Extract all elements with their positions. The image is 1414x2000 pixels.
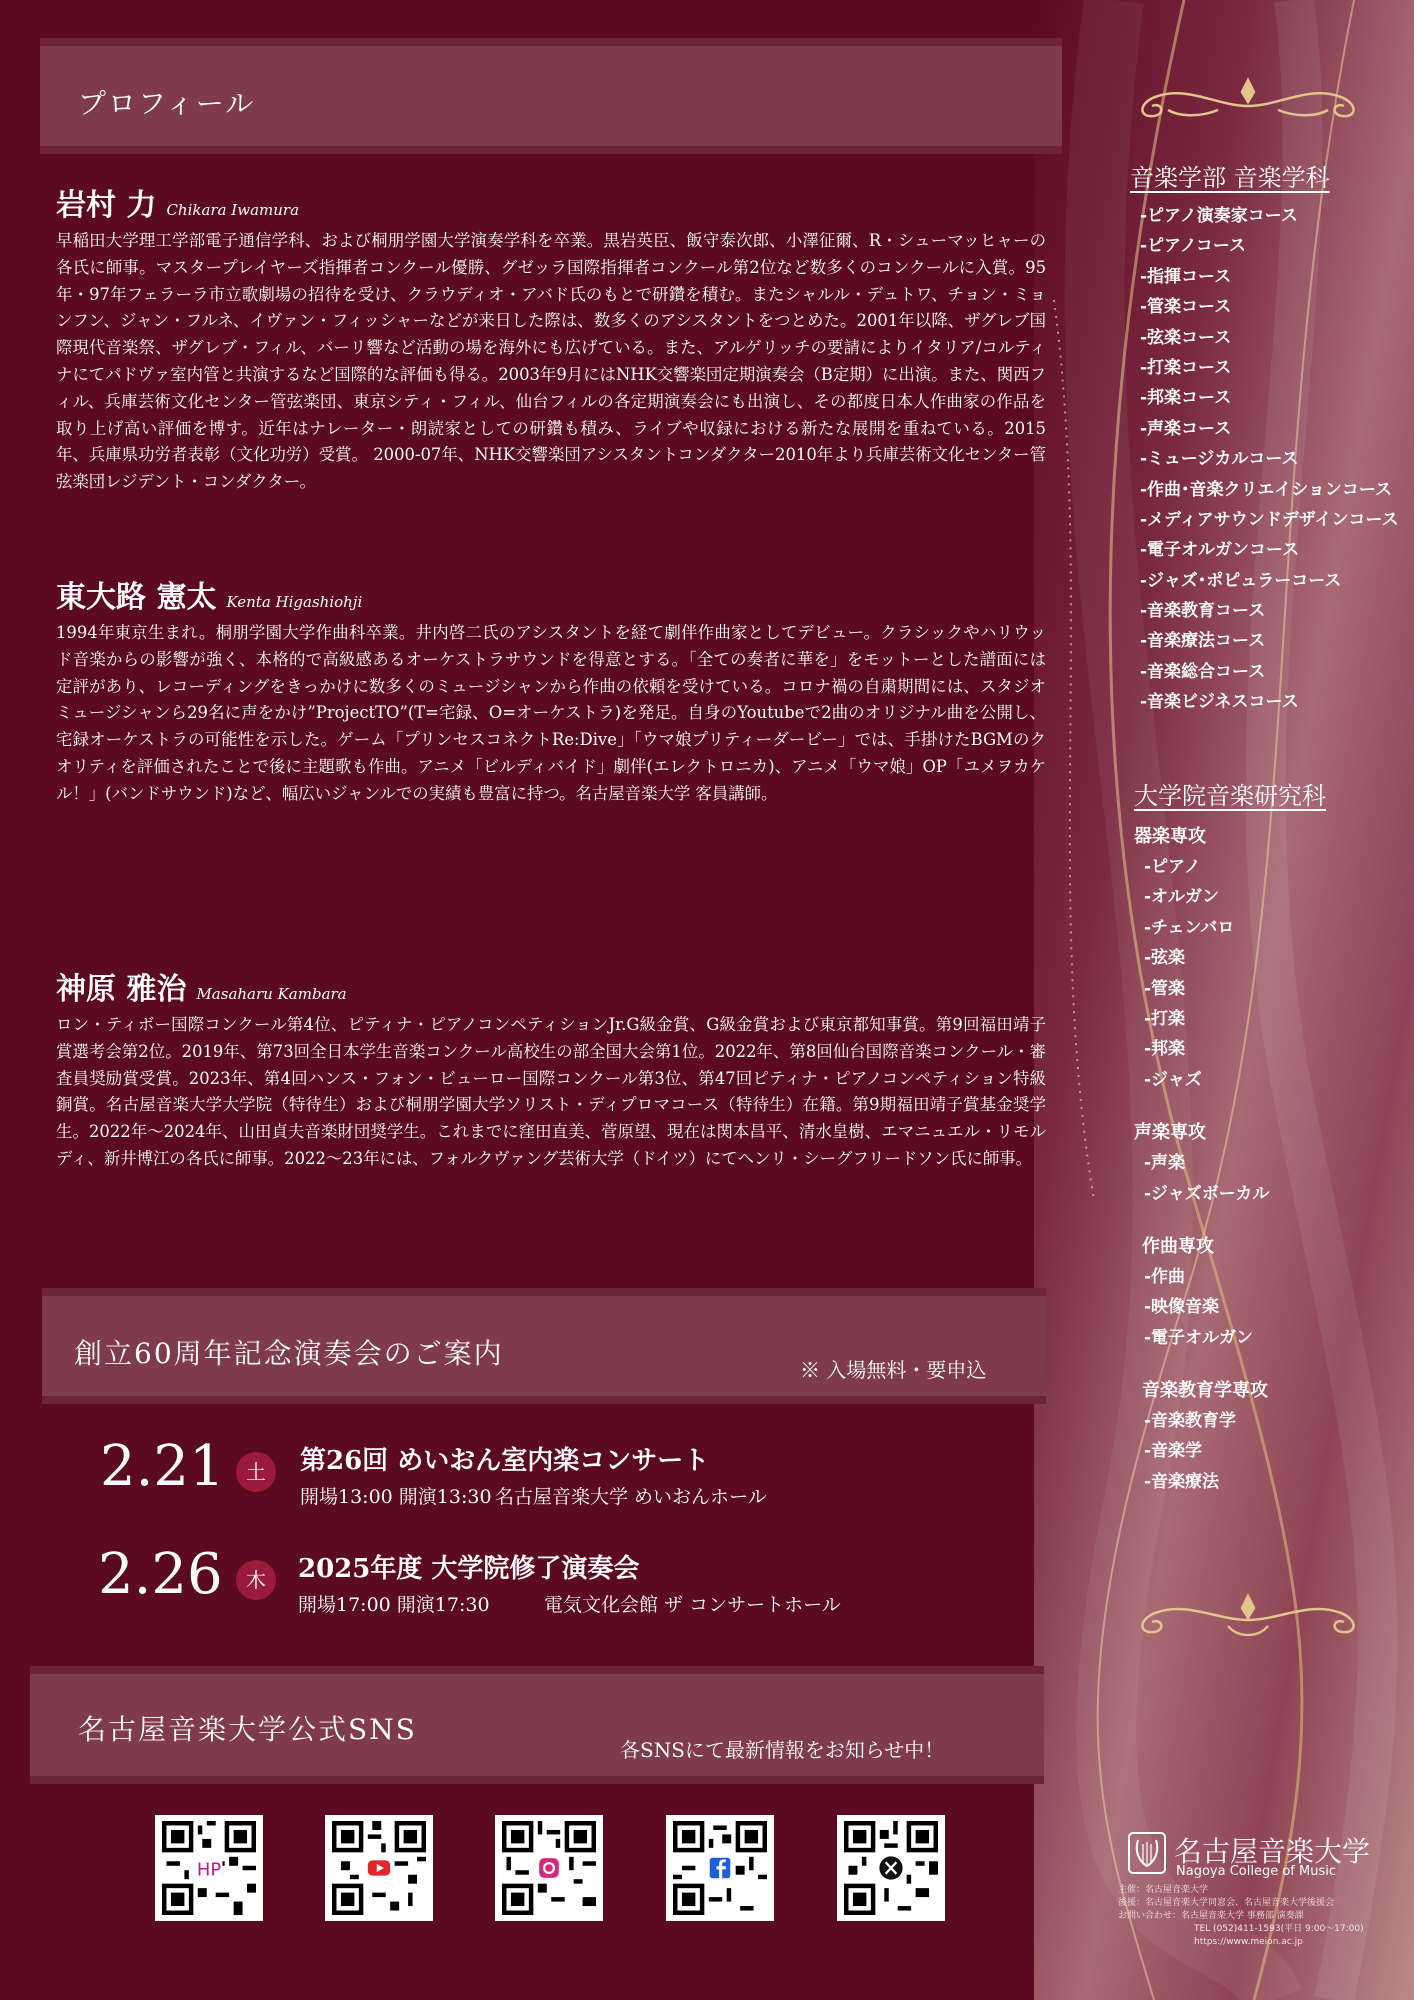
profile-roman-name: Masaharu Kambara: [196, 985, 347, 1003]
logo-japanese-name: 名古屋音楽大学: [1174, 1835, 1371, 1868]
credit-url[interactable]: https://www.meion.ac.jp: [1194, 1937, 1303, 1947]
concert-date: 2.21: [100, 1434, 225, 1499]
faculty-course: -ジャズ･ポピュラーコース: [1140, 570, 1342, 591]
gold-ornament-icon: [1118, 66, 1378, 126]
qr-code-youtube[interactable]: [325, 1815, 433, 1921]
graduate-major-item: -音楽療法: [1144, 1471, 1220, 1492]
graduate-major: 器楽専攻: [1134, 826, 1206, 847]
profile-roman-name: Kenta Higashiohji: [226, 593, 363, 611]
faculty-course: -弦楽コース: [1140, 327, 1232, 348]
faculty-course: -音楽療法コース: [1140, 631, 1266, 652]
faculty-course: -音楽ビジネスコース: [1140, 692, 1299, 713]
concert-title: 2025年度 大学院修了演奏会: [298, 1554, 640, 1584]
lyre-logo-icon: [1128, 1832, 1166, 1874]
credit-tel: TEL (052)411-1593(平日 9:00～17:00): [1194, 1924, 1364, 1934]
graduate-major-item: -電子オルガン: [1144, 1327, 1254, 1348]
faculty-heading: 音楽学部 音楽学科: [1130, 164, 1330, 192]
graduate-major-item: -音楽学: [1144, 1441, 1203, 1462]
graduate-major-item: -ジャズボーカル: [1144, 1183, 1270, 1204]
gold-ornament-icon: [1118, 1590, 1378, 1650]
profile-roman-name: Chikara Iwamura: [166, 201, 300, 219]
graduate-major-item: -映像音楽: [1144, 1297, 1220, 1318]
logo-english-name: Nagoya College of Music: [1176, 1864, 1336, 1879]
graduate-major-item: -作曲: [1144, 1266, 1186, 1287]
sns-header-band: [30, 1666, 1044, 1784]
concert-day-badge: 木: [236, 1560, 276, 1600]
credit-organizer: 主催：名古屋音楽大学: [1118, 1885, 1209, 1895]
faculty-course: -作曲･音楽クリエイションコース: [1140, 479, 1393, 500]
faculty-course: -音楽教育コース: [1140, 601, 1266, 622]
graduate-major-item: -声楽: [1144, 1153, 1186, 1174]
profile-bio: ロン・ティボー国際コンクール第4位、ピティナ・ピアノコンペティションJr.G級金賞、G級金賞および東京都知事賞。第9回福田靖子賞選考会第2位。2019年、第73回全日本学生音楽コンクール高校生の部全国大会第1位。2022年、第8回仙台国際音楽コンクール・審査員奨励賞受賞。2023年、第4回ハンス・フォン・ビューロー国際コンクール第3位、第47回ピティナ・ピアノコンペティション特級銅賞。名古屋音楽大学大学院（特待生）および桐朋学園大学ソリスト・ディプロマコース（特待生）在籍。第9期福田靖子賞基金奨学生。2022年～2024年、山田貞夫音楽財団奨学生。これまでに窪田直美、菅原望、現在は関本昌平、清水皇樹、エマニュエル・リモルディ、新井博江の各氏に師事。2022～23年には、フォルクヴァング芸術大学（ドイツ）にてヘンリ・シーグフリードソン氏に師事。: [56, 1015, 1046, 1168]
sns-header-note: 各SNSにて最新情報をお知らせ中！: [620, 1738, 945, 1762]
instagram-icon: [539, 1858, 559, 1878]
graduate-major-item: -チェンバロ: [1144, 917, 1235, 938]
credit-contact: お問い合わせ：名古屋音楽大学 事務部 演奏課: [1118, 1911, 1304, 1921]
qr-code-instagram[interactable]: [495, 1815, 603, 1921]
profile-name: 神原 雅治: [56, 972, 187, 1007]
concert-title: 第26回 めいおん室内楽コンサート: [300, 1446, 710, 1476]
graduate-major-item: -ピアノ: [1144, 857, 1201, 877]
concert-header-note: ※ 入場無料・要申込: [800, 1358, 987, 1382]
graduate-major-item: -管楽: [1144, 978, 1186, 999]
concert-header-band: [42, 1288, 1046, 1404]
profile-header-title: プロフィール: [78, 87, 256, 120]
concert-venue: 名古屋音楽大学 めいおんホール: [495, 1486, 767, 1508]
graduate-major-item: -オルガン: [1144, 887, 1220, 908]
graduate-major-item: -邦楽: [1144, 1039, 1186, 1060]
concert-item: [100, 1434, 1000, 1534]
concert-time: 開場13:00 開演13:30: [300, 1486, 492, 1508]
faculty-course: -管楽コース: [1140, 297, 1232, 318]
faculty-course: -音楽総合コース: [1140, 661, 1266, 682]
profile-header-band: [40, 38, 1062, 154]
qr-hp-label: HP: [196, 1859, 222, 1881]
concert-time: 開場17:00 開演17:30: [298, 1594, 490, 1616]
faculty-course: -邦楽コース: [1140, 388, 1232, 409]
faculty-course: -電子オルガンコース: [1140, 540, 1300, 561]
concert-header-title: 創立60周年記念演奏会のご案内: [74, 1337, 504, 1370]
faculty-course: -打楽コース: [1140, 357, 1232, 378]
faculty-section: [1130, 158, 1400, 718]
sns-header-title: 名古屋音楽大学公式SNS: [78, 1713, 417, 1746]
graduate-major: 音楽教育学専攻: [1142, 1380, 1268, 1402]
faculty-course: -ピアノ演奏家コース: [1140, 206, 1298, 226]
qr-pattern: [161, 1821, 257, 1915]
profile-bio: 早稲田大学理工学部電子通信学科、および桐朋学園大学演奏学科を卒業。黒岩英臣、飯守泰次郎、小澤征爾、R・シューマッヒャーの各氏に師事。マスタープレイヤーズ指揮者コンクール優勝、グゼッラ国際指揮者コンクール第2位など数多くのコンクールに入賞。95年・97年フェラーラ市立歌劇場の招待を受け、クラウディオ・アバド氏のもとで研鑽を積む。またシャルル・デュトワ、チョン・ミョンフン、ジャン・フルネ、イヴァン・フィッシャーなどが来日した際は、数多くのアシスタントをつとめた。2001年以降、ザグレブ国際現代音楽祭、ザグレブ・フィル、バーリ響など活動の場を海外にも広げている。また、アルゲリッチの要請によりイタリア/コルティナにてパドヴァ室内管と共演するなど国際的な評価も得る。2003年9月にはNHK交響楽団定期演奏会（B定期）に出演。また、関西フィル、兵庫芸術文化センター管弦楽団、東京シティ・フィル、仙台フィルの各定期演奏会にも出演し、その都度日本人作曲家の作品を取り上げ高い評価を博す。近年はナレーター・朗読家としての研鑽も積み、ライブや収録における新たな展開を重ねている。2015年、兵庫県功労者表彰（文化功労）受賞。 2000-07年、NHK交響楽団アシスタントコンダクター2010年より兵庫芸術文化センター管弦楽団レジデント・コンダクター。: [56, 231, 1046, 492]
qr-pattern: [843, 1821, 939, 1915]
profile-higashiohji: [56, 572, 1046, 808]
graduate-major-item: -ジャズ: [1144, 1069, 1202, 1090]
profile-name: 東大路 憲太: [56, 580, 217, 615]
profile-iwamura: [56, 180, 1046, 496]
graduate-section: [1134, 776, 1404, 1497]
faculty-course: -ミュージカルコース: [1140, 449, 1299, 470]
graduate-major-item: -弦楽: [1144, 948, 1186, 969]
concert-venue: 電気文化会館 ザ コンサートホール: [544, 1594, 841, 1616]
faculty-course: -声楽コース: [1140, 418, 1232, 439]
concert-item: [98, 1542, 998, 1642]
profile-bio: 1994年東京生まれ。桐朋学園大学作曲科卒業。井内啓二氏のアシスタントを経て劇伴作曲家としてデビュー。クラシックやハリウッド音楽からの影響が強く、本格的で高級感あるオーケストラサウンドを得意とする。「全ての奏者に華を」をモットーとした譜面には定評があり、レコーディングをきっかけに数多くのミュージシャンから作曲の依頼を受けている。コロナ禍の自粛期間には、スタジオミュージシャンら29名に声をかけ”ProjectTO”(T=宅録、O=オーケストラ)を発足。自身のYoutubeで2曲のオリジナル曲を公開し、宅録オーケストラの可能性を示した。ゲーム「プリンセスコネクトRe:Dive」「ウマ娘プリティーダービー」では、手掛けたBGMのクオリティを評価されたことで後に主題歌も作曲。アニメ「ビルディバイド」劇伴(エレクトロニカ)、アニメ「ウマ娘」OP「ユメヲカケル！」(バンドサウンド)など、幅広いジャンルでの実績も豊富に持つ。名古屋音楽大学 客員講師。: [56, 623, 1046, 803]
graduate-major: 作曲専攻: [1142, 1235, 1214, 1257]
qr-code-x[interactable]: [837, 1815, 945, 1921]
graduate-major: 声楽専攻: [1134, 1122, 1206, 1144]
faculty-course-list: [1130, 201, 1400, 718]
college-logo[interactable]: [1128, 1830, 1388, 1880]
qr-pattern: [331, 1821, 427, 1915]
qr-pattern: [501, 1821, 597, 1915]
faculty-course: -メディアサウンドデザインコース: [1140, 509, 1399, 530]
graduate-major-item: -打楽: [1144, 1008, 1186, 1029]
concert-date: 2.26: [98, 1542, 223, 1607]
credit-support: 後援：名古屋音楽大学同窓会、名古屋音楽大学後援会: [1118, 1898, 1335, 1908]
qr-pattern: [672, 1821, 768, 1915]
qr-code-hp[interactable]: [155, 1815, 263, 1921]
concert-day-badge: 土: [236, 1452, 276, 1492]
profile-name: 岩村 力: [56, 188, 157, 223]
credits: [1118, 1884, 1408, 1949]
graduate-heading: 大学院音楽研究科: [1134, 782, 1326, 810]
faculty-course: -指揮コース: [1140, 266, 1232, 287]
qr-code-facebook[interactable]: [666, 1815, 774, 1921]
faculty-course: -ピアノコース: [1140, 236, 1246, 257]
graduate-major-item: -音楽教育学: [1144, 1411, 1237, 1432]
profile-kambara: [56, 964, 1046, 1173]
